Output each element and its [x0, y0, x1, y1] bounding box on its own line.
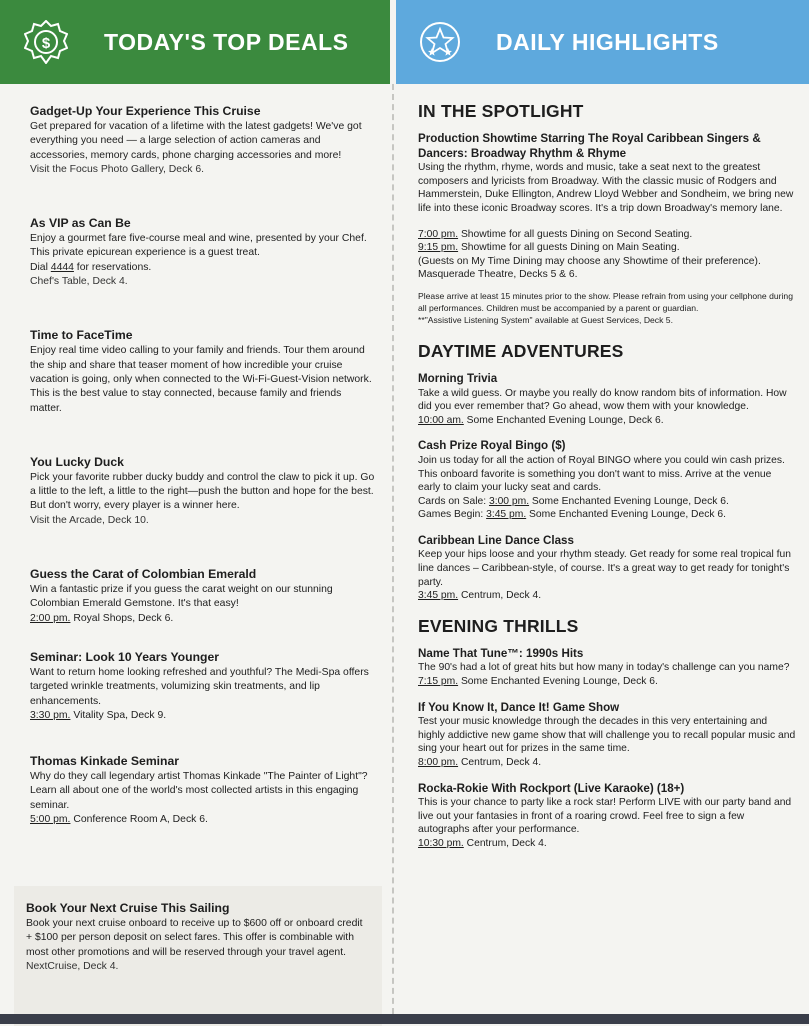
deal-location: Conference Room A, Deck 6. [70, 814, 208, 826]
dollar-badge-icon [24, 20, 68, 64]
event-time: 3:45 pm. [418, 590, 459, 602]
mytime-note: (Guests on My Time Dining may choose any Showtime of their preference). [418, 255, 761, 267]
event-location: Some Enchanted Evening Lounge, Deck 6. [463, 414, 664, 426]
deal-location: Vitality Spa, Deck 9. [70, 709, 167, 721]
assistive-note: **"Assistive Listening System" available at Guest Services, Deck 5. [418, 314, 673, 325]
deal-title: Time to FaceTime [30, 328, 133, 343]
deal-title: Thomas Kinkade Seminar [30, 754, 180, 769]
deal-body: Why do they call legendary artist Thomas Kinkade "The Painter of Light"? Learn all about one of the world's most collected artists in this engaging seminar. [30, 771, 368, 811]
deal-item [30, 753, 375, 827]
deal-time: 5:00 pm. [30, 814, 71, 826]
event-when [418, 675, 796, 689]
deal-item [30, 649, 375, 723]
book-body: Book your next cruise onboard to receive up to $600 off or onboard credit + $100 per person deposit on select fares. This offer is combinable with most other promotions and will be reserved through your travel agent. [26, 918, 363, 958]
deal-when [30, 709, 375, 723]
deals-column [30, 103, 375, 827]
event-time: 7:15 pm. [418, 676, 459, 688]
event-body: Using the rhythm, rhyme, words and music, take a seat next to the greatest composers and lyricists from Broadway. With the classic music of Rodgers and Hammerstein, Duke Ellington, Andrew Lloyd Webber and Sondheim, we bring new life into these iconic Broadway scores. It's a trip down Broadway's memory lane. [418, 162, 794, 214]
event-time: 7:00 pm. [418, 228, 459, 240]
deal-body: Enjoy real time video calling to your family and friends. Tour them around the ship and share that teaser moment of how incredible your cruise vacation is going, only when connected to the Wi-Fi-Guest-Vision network. This is the best value to stay connected, because family and friends matter. [30, 345, 372, 414]
event-time: 8:00 pm. [418, 757, 459, 768]
showtime-line: 7:00 pm. Showtime for all guests Dining on Second Seating. [418, 228, 693, 240]
event-item [418, 782, 796, 851]
column-divider [392, 84, 394, 1024]
event-body: The 90's had a lot of great hits but how many in today's challenge can you name? [418, 662, 790, 674]
event-location: Some Enchanted Evening Lounge, Deck 6. [526, 509, 726, 521]
event-location: Centrum, Deck 4. [463, 837, 547, 849]
event-item [418, 534, 796, 603]
top-deals-title: TODAY'S TOP DEALS [104, 28, 349, 55]
evening-heading: EVENING THRILLS [418, 615, 579, 636]
star-badge-icon [418, 20, 462, 64]
event-when [418, 837, 796, 851]
svg-text:$: $ [41, 35, 51, 52]
daily-highlights-title: DAILY HIGHLIGHTS [496, 28, 719, 55]
book-next-cruise-box [14, 886, 382, 1026]
deal-time: 3:30 pm. [30, 709, 71, 721]
event-location: Some Enchanted Evening Lounge, Deck 6. [529, 495, 729, 507]
event-title: Production Showtime Starring The Royal Caribbean Singers & Dancers: Broadway Rhythm & Rhyme [418, 132, 761, 160]
event-item [418, 439, 796, 522]
event-title: Caribbean Line Dance Class [418, 533, 574, 547]
deal-body: Pick your favorite rubber ducky buddy and control the claw to pick it up. Go a little to the left, a little to the right—push the button and hope for the best. But don't worry, every player is a winner here. [30, 471, 375, 512]
event-when: Games Begin: 3:45 pm. Some Enchanted Evening Lounge, Deck 6. [418, 509, 726, 521]
highlights-column [418, 100, 796, 863]
deal-item [30, 566, 375, 626]
deal-dial-line: Dial 4444 for reservations. [30, 261, 152, 273]
top-deals-header [0, 0, 390, 84]
deal-body: Get prepared for vacation of a lifetime with the latest gadgets! We've got everything you need — a large selection of action cameras and accessories, memory cards, phone charging accessories and more! [30, 121, 362, 161]
event-body: Join us today for all the action of Royal BINGO where you could win cash prizes. This onboard favorite is something you don't want to miss. Arrive at the venue early to claim your lucky seat and cards. [418, 454, 785, 494]
event-location: Some Enchanted Evening Lounge, Deck 6. [458, 676, 658, 688]
event-time: 9:15 pm. [418, 242, 459, 254]
deal-location: Visit the Focus Photo Gallery, Deck 6. [30, 163, 205, 175]
event-time: 10:00 am. [418, 414, 464, 426]
event-location: Centrum, Deck 4. [458, 590, 542, 602]
book-location: NextCruise, Deck 4. [26, 960, 119, 972]
deal-body: Want to return home looking refreshed and youthful? The Medi-Spa offers targeted wrinkle treatments, volumizing skin treatments, and lip enhancements. [30, 666, 369, 707]
deal-when [30, 612, 375, 626]
event-when [418, 756, 796, 770]
spotlight-heading: IN THE SPOTLIGHT [418, 101, 584, 121]
event-title: Morning Trivia [418, 371, 498, 385]
deal-item [30, 103, 375, 177]
event-title: Cash Prize Royal Bingo ($) [418, 439, 566, 453]
deal-time: 2:00 pm. [30, 612, 71, 624]
event-when [418, 589, 796, 603]
deal-when [30, 813, 375, 827]
spotlight-event [418, 132, 796, 282]
event-body: Keep your hips loose and your rhythm steady. Get ready for some real tropical fun line dances – Caribbean-style, of course. It's a great way to get ready for tonight's party. [418, 549, 791, 588]
event-body: Test your music knowledge through the decades in this very entertaining and highly addictive new game show that will challenge you to recall popular music and sing your heart out for prizes in the same time. [418, 716, 796, 755]
deal-title: Gadget-Up Your Experience This Cruise [30, 104, 261, 118]
deal-item [30, 215, 375, 289]
event-title: Name That Tune™: 1990s Hits [418, 646, 584, 660]
show-notice: Please arrive at least 15 minutes prior to the show. Please refrain from using your cellphone during all performances. Children must be accompanied by a parent or guardian. [418, 290, 793, 313]
deal-item [30, 327, 375, 415]
deal-title: Guess the Carat of Colombian Emerald [30, 567, 257, 582]
bottom-edge-strip [0, 1014, 809, 1024]
deal-item [30, 454, 375, 528]
event-title: If You Know It, Dance It! Game Show [418, 700, 620, 714]
event-body: This is your chance to party like a rock star! Perform LIVE with our party band and live out your fantasies in front of a roaring crowd. Feel free to sign a few autographs after your performance. [418, 797, 792, 836]
deal-title: As VIP as Can Be [30, 216, 131, 231]
event-item [418, 647, 796, 689]
event-when [418, 414, 796, 428]
showtime-line: 9:15 pm. Showtime for all guests Dining on Main Seating. [418, 242, 680, 254]
deal-location: Chef's Table, Deck 4. [30, 276, 128, 288]
deal-body: Win a fantastic prize if you guess the carat weight on our stunning Colombian Emerald Gemstone. It's that easy! [30, 584, 333, 610]
event-location: Centrum, Deck 4. [458, 757, 542, 768]
event-item [418, 701, 796, 770]
deal-location: Visit the Arcade, Deck 10. [30, 514, 149, 526]
book-title: Book Your Next Cruise This Sailing [26, 901, 230, 915]
event-when: Cards on Sale: 3:00 pm. Some Enchanted Evening Lounge, Deck 6. [418, 495, 729, 507]
event-time: 10:30 pm. [418, 837, 464, 849]
phone-number[interactable]: 4444 [50, 261, 74, 273]
event-body: Take a wild guess. Or maybe you really do know random bits of information. How did you ever remember that? Go ahead, wow them with your knowledge. [418, 387, 787, 413]
deal-title: You Lucky Duck [30, 454, 124, 469]
event-time: 3:45 pm. [486, 509, 527, 521]
daytime-heading: DAYTIME ADVENTURES [418, 340, 624, 361]
event-title: Rocka-Rokie With Rockport (Live Karaoke) (18+) [418, 781, 685, 795]
event-venue: Masquerade Theatre, Decks 5 & 6. [418, 269, 578, 281]
deal-body: Enjoy a gourmet fare five-course meal and wine, presented by your Chef. This private epicurean experience is a guest treat. [30, 233, 367, 259]
deal-title: Seminar: Look 10 Years Younger [30, 649, 219, 664]
deal-location: Royal Shops, Deck 6. [70, 612, 174, 624]
event-item [418, 372, 796, 427]
daily-highlights-header [396, 0, 809, 84]
event-time: 3:00 pm. [488, 495, 530, 507]
